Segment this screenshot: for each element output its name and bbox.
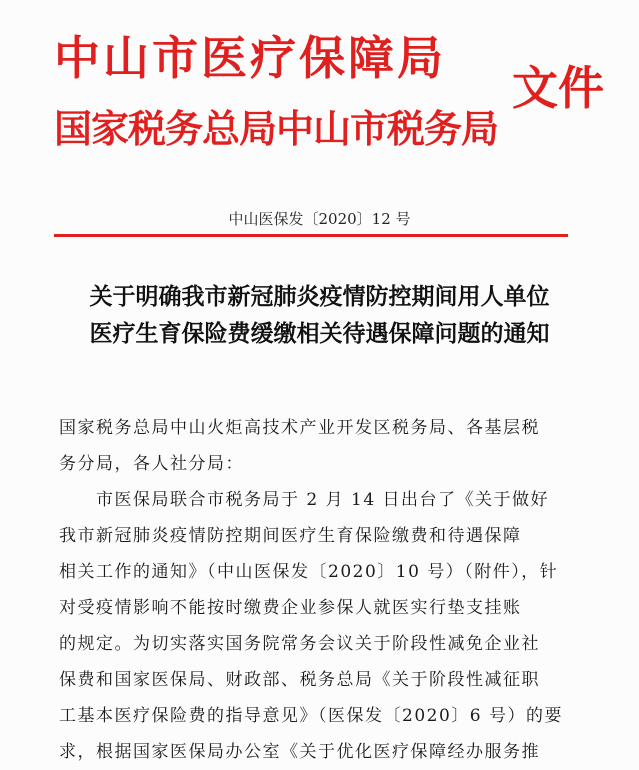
issuer-line-1: 中山市医疗保障局	[54, 31, 446, 85]
red-divider-line	[54, 234, 568, 237]
body-line: 我市新冠肺炎疫情防控期间医疗生育保险缴费和待遇保障	[59, 526, 522, 546]
body-line: 保费和国家医保局、财政部、税务总局《关于阶段性减征职	[59, 670, 540, 690]
body-line: 相关工作的通知》（中山医保发〔2020〕10 号）（附件），针	[59, 562, 559, 582]
body-line: 务分局，各人社分局：	[59, 454, 244, 474]
issuer-line-2: 国家税务总局中山市税务局	[54, 107, 499, 151]
body-line: 的规定。为切实落实国务院常务会议关于阶段性减免企业社	[59, 634, 540, 654]
body-line: 国家税务总局中山火炬高技术产业开发区税务局、各基层税	[59, 418, 540, 438]
body-line: 工基本医疗保险费的指导意见》（医保发〔2020〕6 号）的要	[59, 706, 563, 726]
body-line: 对受疫情影响不能按时缴费企业参保人就医实行垫支挂账	[59, 598, 522, 618]
notice-title-line-2: 医疗生育保险费缓缴相关待遇保障问题的通知	[89, 321, 550, 347]
body-line: 求，根据国家医保局办公室《关于优化医疗保障经办服务推	[59, 742, 540, 762]
document-type-label: 文件	[512, 61, 604, 115]
body-line: 市医保局联合市税务局于 2 月 14 日出台了《关于做好	[59, 490, 550, 510]
document-number: 中山医保发〔2020〕12 号	[228, 210, 411, 228]
notice-title-line-1: 关于明确我市新冠肺炎疫情防控期间用人单位	[89, 284, 550, 310]
